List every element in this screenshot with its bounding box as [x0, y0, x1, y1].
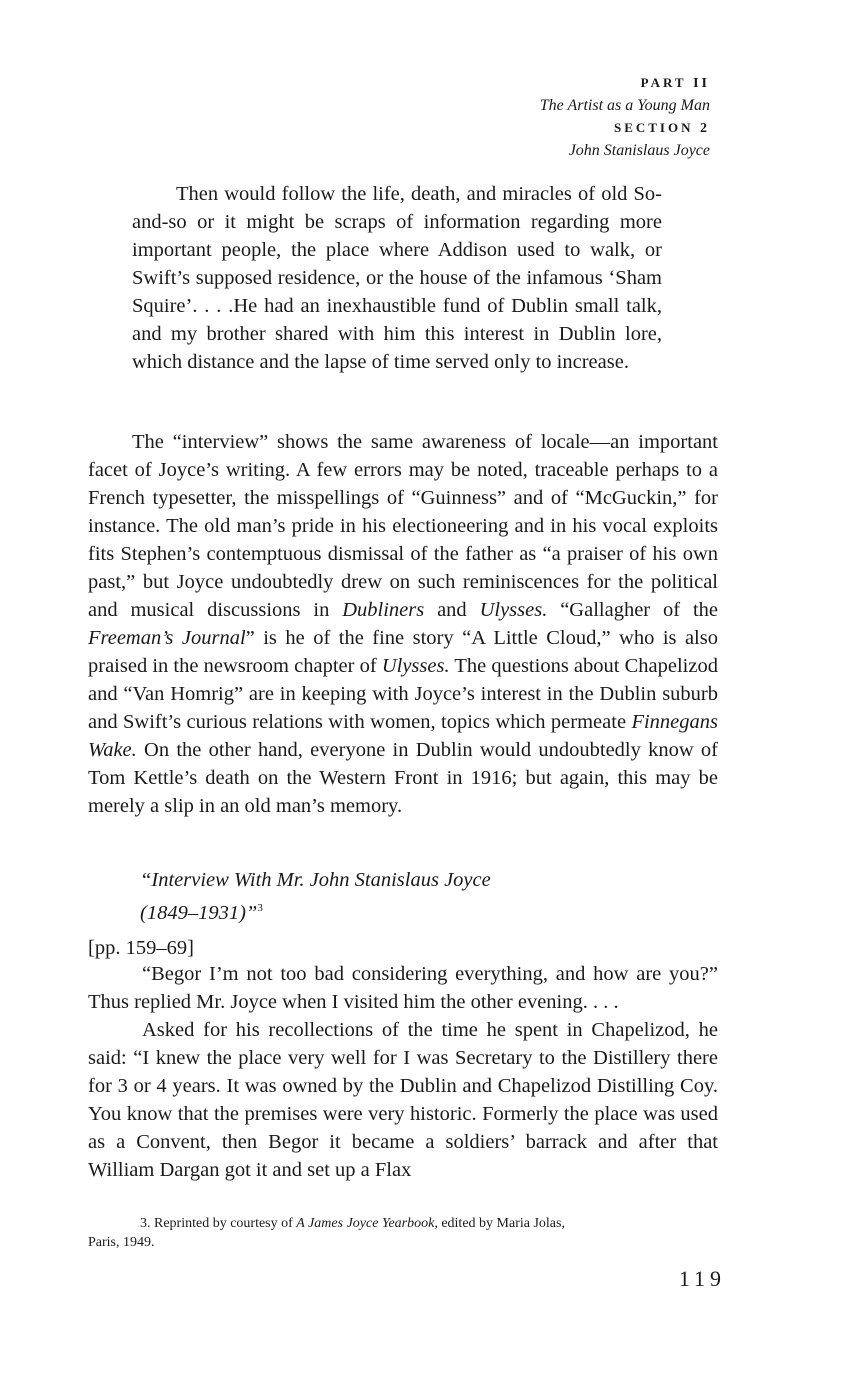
part-label: PART — [640, 75, 687, 90]
italic-title: Dubliners — [342, 599, 425, 621]
section-label: SECTION — [613, 120, 694, 135]
footnote-number: 3. — [140, 1216, 151, 1231]
footnote-text: Reprinted by courtesy of — [150, 1216, 297, 1231]
interview-dates: (1849–1931)” — [140, 901, 258, 924]
commentary-seg: “Gallagher of the — [547, 599, 718, 621]
running-header — [540, 72, 710, 162]
section-heading — [540, 117, 710, 140]
interview-title-line — [140, 894, 491, 927]
block-quote-text: Then would follow the life, death, and miracles of old So-and-so or it might be scraps of information regarding more important people, the place where Addison used to walk, or Swift’s supposed residence, or the house of the infamous ‘Sham Squire’. . . .He had an inexhaustible fund of Dublin small talk, and my brother shared with him this interest in Dublin lore, which distance and the lapse of time served only to increase. — [132, 183, 662, 373]
part-title: The Artist as a Young Man — [539, 97, 710, 114]
page-reference: [pp. 159–69] — [88, 937, 194, 959]
section-title: John Stanislaus Joyce — [568, 142, 710, 159]
italic-title: Ulysses. — [479, 599, 548, 621]
section-number: 2 — [700, 121, 710, 136]
interview-excerpt — [88, 960, 718, 1184]
footnote-line: Paris, 1949. — [88, 1235, 155, 1250]
commentary-paragraph — [88, 428, 718, 820]
commentary-seg: The “interview” shows the same awareness of locale—an important facet of Joyce’s writing. A few errors may be noted, traceable perhaps to a French typesetter, the misspellings of “Guinness” and of “McGuckin,” for instance. The old man’s pride in his electioneering and in his vocal exploits fits Stephen’s contemptuous dismissal of the father as “a praiser of his own past,” but Joyce undoubtedly drew on such reminiscences for the political and musical discussions in — [88, 431, 718, 621]
commentary-seg: The questions about Chapelizod and “Van Homrig” are in keeping with Joyce’s interest in the Dublin suburb and Swift’s curious relations with women, topics which permeate — [88, 655, 718, 733]
interview-title-line: “Interview With Mr. John Stanislaus Joyce — [140, 869, 491, 891]
footnote-italic: A James Joyce Yearbook, — [296, 1216, 438, 1231]
italic-title: Ulysses. — [381, 655, 450, 677]
commentary-seg: and — [424, 599, 480, 621]
footnote-text: edited by Maria Jolas, — [437, 1216, 565, 1231]
italic-title: Finnegans Wake. — [88, 711, 718, 761]
interview-title — [140, 866, 491, 927]
footnote — [88, 1214, 728, 1252]
interview-paragraph: “Begor I’m not too bad considering everything, and how are you?” Thus replied Mr. Joyce when I visited him the other evening. . . . — [88, 963, 718, 1013]
footnote-line — [88, 1214, 728, 1233]
footnote-ref: 3 — [257, 902, 263, 914]
commentary-seg: On the other hand, everyone in Dublin would undoubtedly know of Tom Kettle’s death on the Western Front in 1916; but again, this may be merely a slip in an old man’s memory. — [88, 739, 718, 817]
italic-title: Freeman’s Journal — [88, 627, 246, 649]
commentary-text — [88, 428, 718, 820]
page-number: 119 — [678, 1266, 726, 1291]
interview-paragraph: Asked for his recollections of the time he spent in Chapelizod, he said: “I knew the place very well for I was Secretary to the Distillery there for 3 or 4 years. It was owned by the Dublin and Chapelizod Distilling Coy. You know that the premises were very historic. Formerly the place was used as a Convent, then Begor it became a soldiers’ barrack and after that William Dargan got it and set up a Flax — [88, 1019, 718, 1181]
commentary-seg: ” is he of the fine story “A Little Cloud,” who is also praised in the newsroom chapter of — [88, 627, 718, 677]
part-heading — [540, 72, 710, 95]
block-quote — [132, 180, 662, 376]
part-number: II — [693, 76, 710, 91]
